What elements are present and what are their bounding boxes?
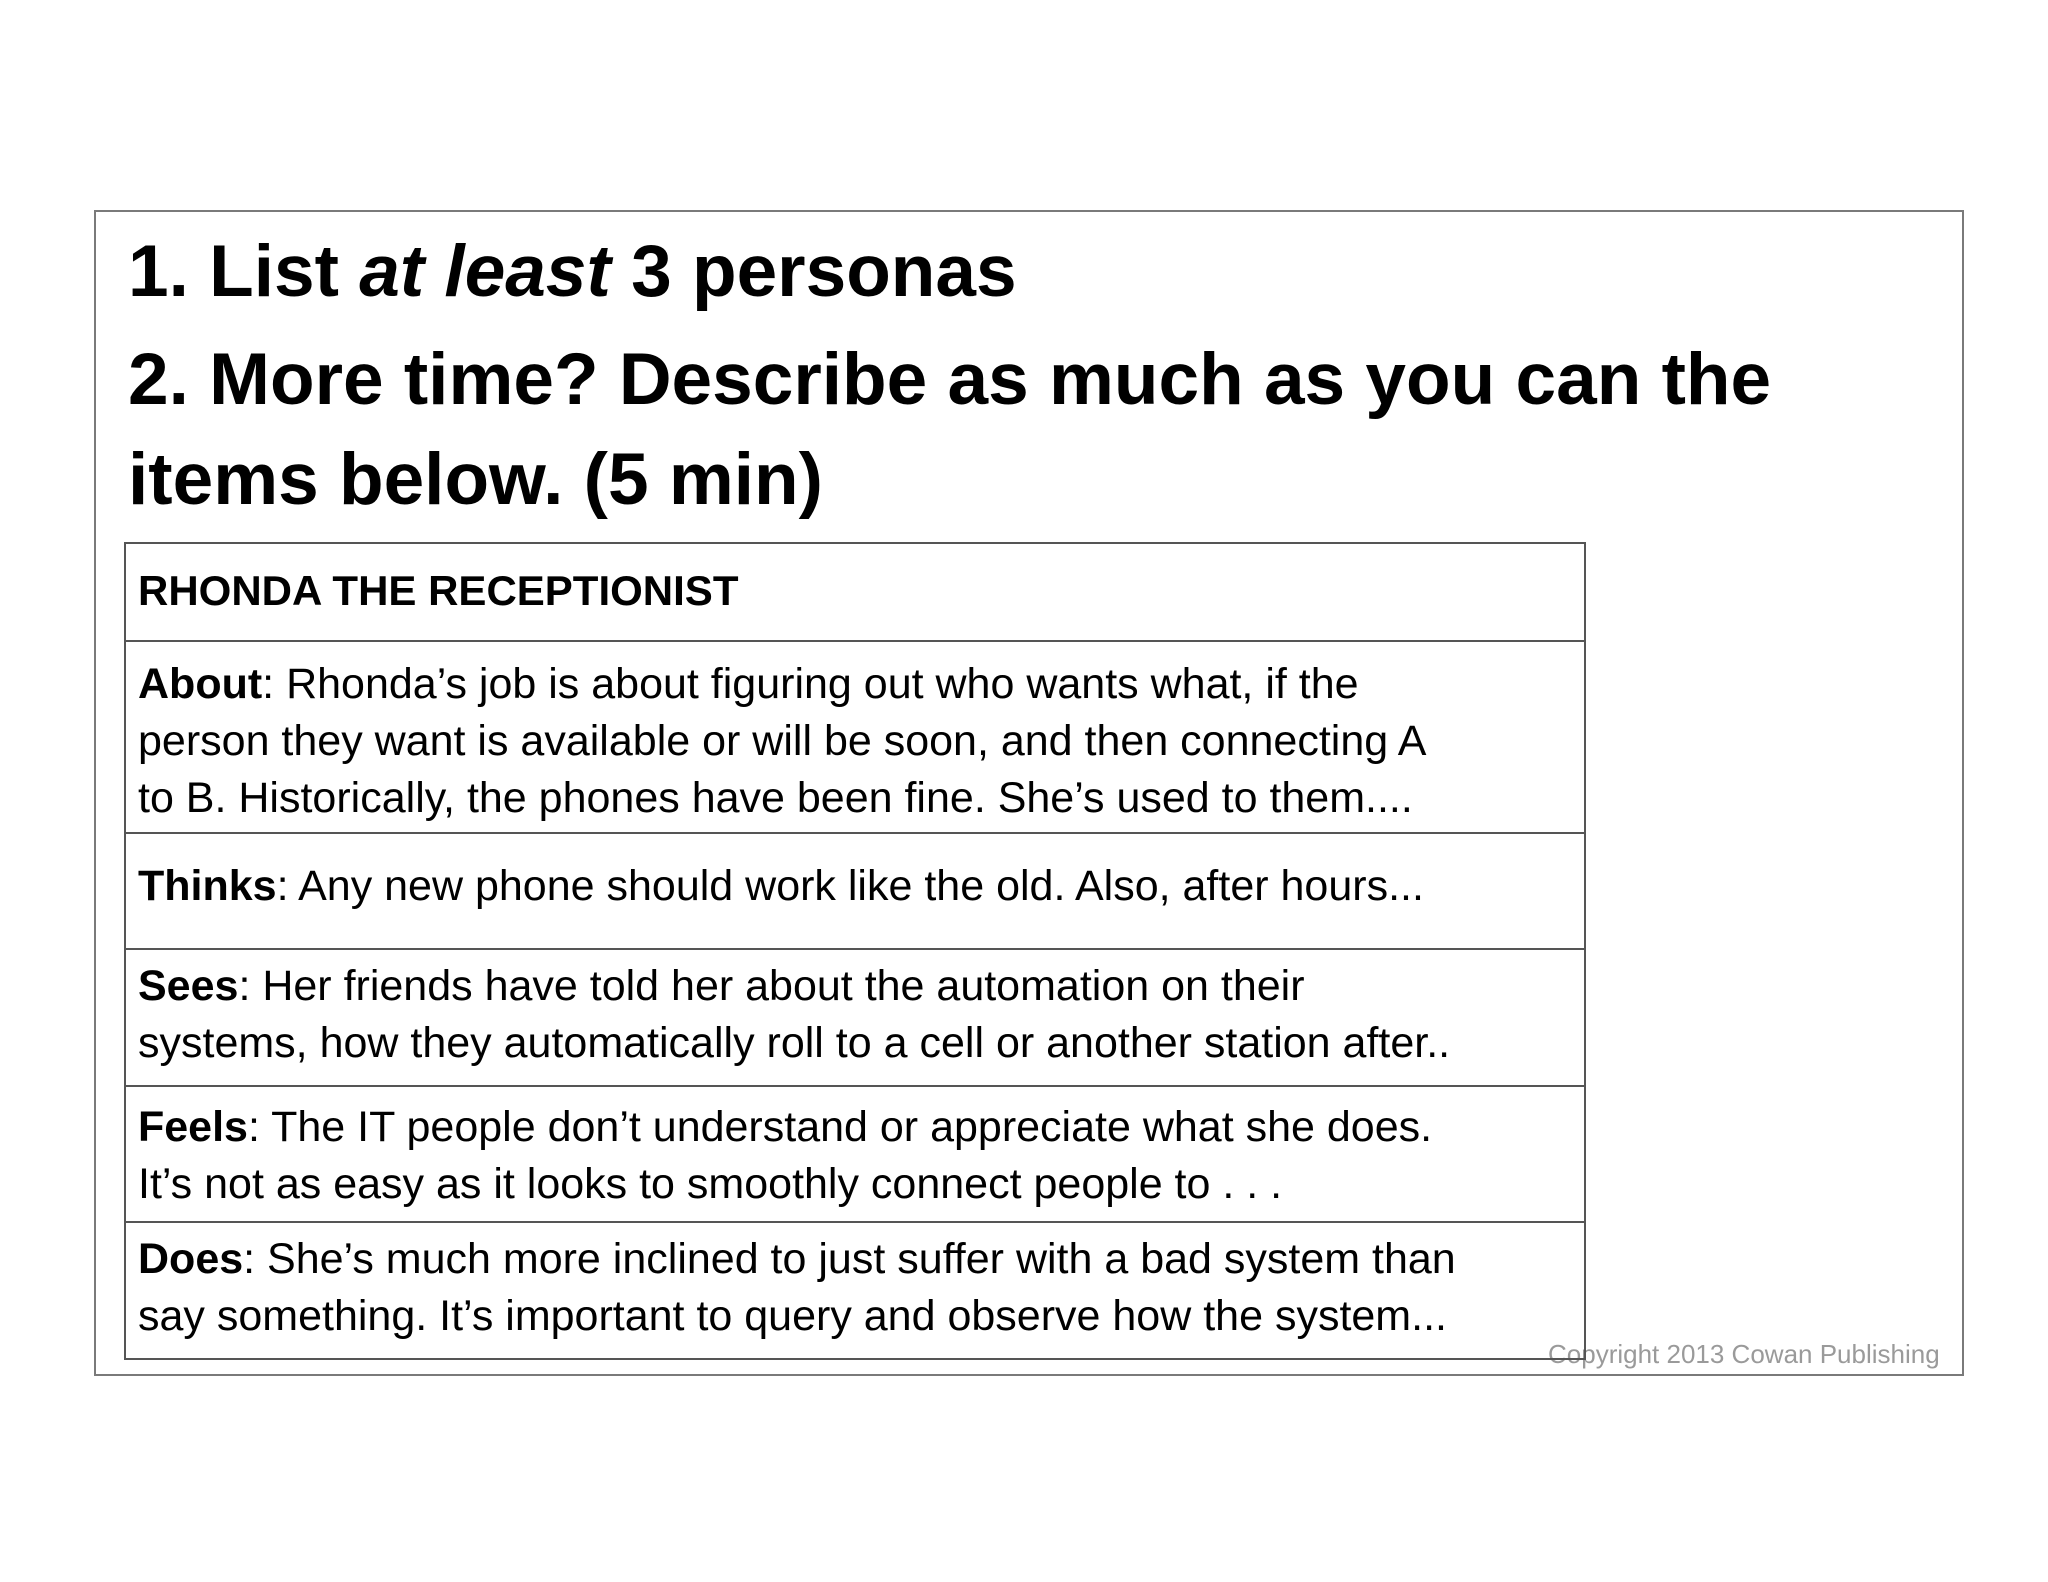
instruction-1-prefix: 1. List	[128, 231, 360, 312]
thinks-label: Thinks	[138, 862, 277, 910]
sees-line-1	[138, 958, 1574, 1015]
persona-feels-row	[126, 1085, 1584, 1221]
feels-line-1	[138, 1099, 1574, 1156]
sees-line-2: systems, how they automatically roll to a cell or another station after..	[138, 1019, 1451, 1067]
about-line-2: person they want is available or will be soon, and then connecting A	[138, 717, 1427, 765]
about-label: About	[138, 660, 263, 708]
instruction-describe-items	[128, 330, 1771, 530]
persona-about-row	[126, 640, 1584, 832]
sees-text-1: : Her friends have told her about the automation on their	[238, 962, 1305, 1010]
persona-sees-row	[126, 948, 1584, 1085]
persona-name: RHONDA THE RECEPTIONIST	[138, 567, 739, 614]
does-label: Does	[138, 1235, 244, 1283]
thinks-text-1: : Any new phone should work like the old. Also, after hours...	[276, 862, 1424, 910]
instruction-list-personas	[128, 222, 1017, 322]
instruction-2-line-1: 2. More time? Describe as much as you can the	[128, 339, 1772, 420]
feels-text-1: : The IT people don’t understand or appreciate what she does.	[247, 1103, 1433, 1151]
about-text-1: : Rhonda’s job is about figuring out who wants what, if the	[262, 660, 1359, 708]
does-text-1: : She’s much more inclined to just suffer with a bad system than	[243, 1235, 1456, 1283]
instruction-1-emphasis: at least	[359, 231, 611, 312]
about-line-1	[138, 656, 1574, 713]
thinks-line-1	[138, 858, 1574, 915]
instruction-2-line-2: items below. (5 min)	[128, 439, 823, 520]
does-line-2: say something. It’s important to query and observe how the system...	[138, 1292, 1447, 1340]
copyright-notice: Copyright 2013 Cowan Publishing	[1548, 1339, 1940, 1369]
does-line-1	[138, 1231, 1574, 1288]
feels-line-2: It’s not as easy as it looks to smoothly connect people to . . .	[138, 1160, 1283, 1208]
about-line-3: to B. Historically, the phones have been fine. She’s used to them....	[138, 774, 1413, 822]
instruction-1-suffix: 3 personas	[610, 231, 1017, 312]
persona-does-row	[126, 1221, 1584, 1358]
persona-thinks-row	[126, 832, 1584, 948]
feels-label: Feels	[138, 1103, 248, 1151]
persona-table	[124, 542, 1586, 1360]
sees-label: Sees	[138, 962, 239, 1010]
